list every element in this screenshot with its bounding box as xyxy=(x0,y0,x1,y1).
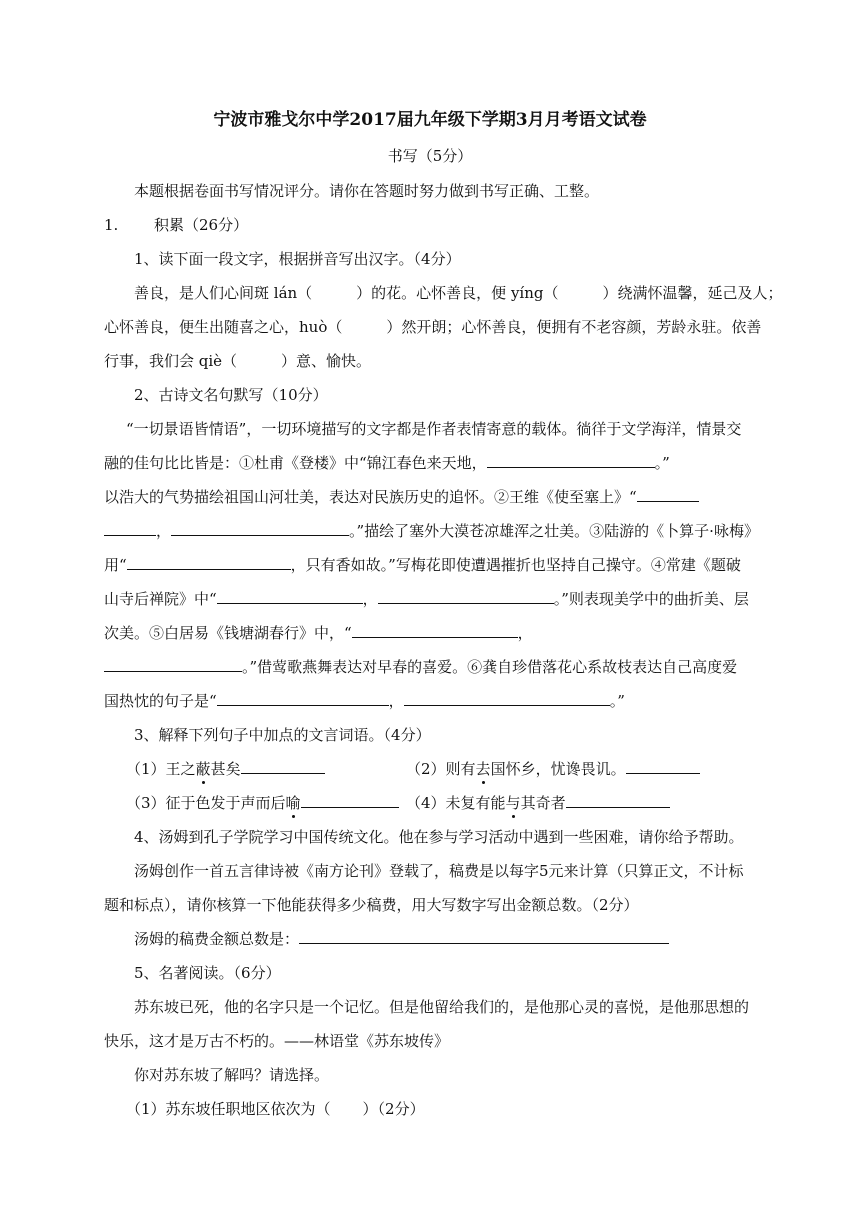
q2-line2: 融的佳句比比皆是：①杜甫《登楼》中“锦江春色来天地， 。” xyxy=(104,454,670,472)
q2-line9: 国热忱的句子是“ ， 。” xyxy=(104,692,625,710)
q3-item2: （2）则有去国怀乡，忧谗畏讥。 xyxy=(406,759,700,779)
q1-line1: 善良，是人们心间斑 lán（ ）的花。心怀善良，便 yíng（ ）绕满怀温馨，延己及人； xyxy=(134,284,783,302)
answer-blank[interactable] xyxy=(378,589,554,604)
q2-line7: 次美。⑤白居易《钱塘湖春行》中，“ ， xyxy=(104,624,533,642)
q2-heading: 2、古诗文名句默写（10分） xyxy=(134,386,328,404)
q3-heading: 3、解释下列句子中加点的文言词语。（4分） xyxy=(134,726,431,744)
q4-heading: 4、汤姆到孔子学院学习中国传统文化。他在参与学习活动中遇到一些困难，请你给予帮助。 xyxy=(134,828,744,846)
answer-blank[interactable] xyxy=(487,453,655,468)
page-title: 宁波市雅戈尔中学2017届九年级下学期3月月考语文试卷 xyxy=(213,110,647,130)
answer-blank[interactable] xyxy=(217,691,389,706)
answer-blank[interactable] xyxy=(241,759,325,774)
q5-line2: 快乐，这才是万古不朽的。——林语堂《苏东坡传》 xyxy=(104,1032,450,1050)
answer-blank[interactable] xyxy=(217,589,363,604)
q5-line1: 苏东坡已死，他的名字只是一个记忆。但是他留给我们的，是他那心灵的喜悦，是他那思想的 xyxy=(134,998,750,1016)
answer-blank[interactable] xyxy=(626,759,700,774)
q2-line3: 以浩大的气势描绘祖国山河壮美，表达对民族历史的追怀。②王维《使至塞上》“ xyxy=(104,487,699,507)
q3-item1: （1）王之蔽甚矣 xyxy=(126,759,325,779)
q2-line5: 用“ ，只有香如故。”写梅花即使遭遇摧折也坚持自己操守。④常建《题破 xyxy=(104,556,741,574)
q1-line3: 行事，我们会 qiè（ ）意、愉快。 xyxy=(104,352,372,370)
q2-line4: ， 。”描绘了塞外大漠苍凉雄浑之壮美。③陆游的《卜算子·咏梅》 xyxy=(104,521,759,541)
answer-blank[interactable] xyxy=(127,555,291,570)
answer-blank[interactable] xyxy=(104,521,156,536)
section-heading: 积累（26分） xyxy=(154,216,249,234)
answer-blank[interactable] xyxy=(566,793,670,808)
q4-line1: 汤姆创作一首五言律诗被《南方论刊》登载了，稿费是以每字5元来计算（只算正文，不计标 xyxy=(134,862,744,880)
answer-blank[interactable] xyxy=(352,623,518,638)
answer-blank[interactable] xyxy=(104,657,242,672)
answer-blank[interactable] xyxy=(299,929,669,944)
q2-line1: “一切景语皆情语”，一切环境描写的文字都是作者表情寄意的载体。徜徉于文学海洋，情景交 xyxy=(126,420,742,438)
answer-blank[interactable] xyxy=(171,521,349,536)
q5-line4: （1）苏东坡任职地区依次为（ ）（2分） xyxy=(126,1100,425,1118)
q5-heading: 5、名著阅读。（6分） xyxy=(134,964,281,982)
writing-text: 本题根据卷面书写情况评分。请你在答题时努力做到书写正确、工整。 xyxy=(134,182,600,200)
q5-line3: 你对苏东坡了解吗？请选择。 xyxy=(134,1066,330,1084)
q1-heading: 1、读下面一段文字，根据拼音写出汉字。（4分） xyxy=(134,250,461,268)
answer-blank[interactable] xyxy=(637,487,699,502)
q1-line2: 心怀善良，便生出随喜之心，huò（ ）然开朗；心怀善良，便拥有不老容颜，芳龄永驻。依善 xyxy=(104,318,762,336)
writing-heading: 书写（5分） xyxy=(387,147,473,165)
q4-line2: 题和标点），请你核算一下他能获得多少稿费，用大写数字写出金额总数。（2分） xyxy=(104,896,639,914)
q4-line3: 汤姆的稿费金额总数是： xyxy=(134,929,669,949)
q2-line8: 。”借莺歌燕舞表达对早春的喜爱。⑥龚自珍借落花心系故枝表达自己高度爱 xyxy=(104,657,737,677)
q2-line6: 山寺后禅院》中“ ， 。”则表现美学中的曲折美、层 xyxy=(104,590,749,608)
answer-blank[interactable] xyxy=(404,691,610,706)
q3-item4: （4）未复有能与其奇者 xyxy=(406,793,670,813)
section-number: 1. xyxy=(104,216,119,234)
answer-blank[interactable] xyxy=(301,793,399,808)
q3-item3: （3）征于色发于声而后喻 xyxy=(126,793,399,813)
